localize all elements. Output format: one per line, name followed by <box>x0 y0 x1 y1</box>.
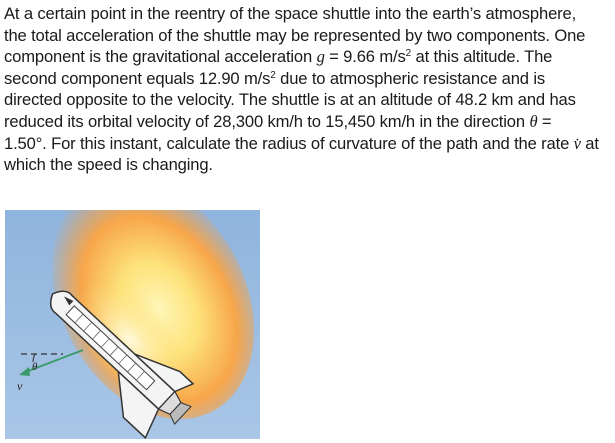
problem-line-1: At a certain point in the reentry of the space shuttle into the earth’s atmosphere, <box>4 4 577 23</box>
problem-line-5: directed opposite to the velocity. The shuttle is at an altitude of 48.2 km and has <box>4 90 576 110</box>
problem-line-2: the total acceleration of the shuttle may be represented by two components. One <box>4 25 586 45</box>
problem-line-8: which the speed is changing. <box>4 155 213 175</box>
theta-label: θ <box>32 361 38 373</box>
theta-symbol: θ <box>529 111 538 131</box>
problem-text <box>4 3 612 176</box>
v-label: v <box>17 379 23 393</box>
g-symbol: g <box>316 47 325 67</box>
superscript-2: 2 <box>405 48 412 60</box>
v-dot-symbol: v̇ <box>573 133 581 153</box>
shuttle-reentry-figure <box>5 210 260 439</box>
problem-line-3: component is the gravitational acceleration g = 9.66 $m/s^2$ at this altitude. The <box>4 47 553 67</box>
problem-line-6: reduced its orbital velocity of 28,300 km/h to 15,450 km/h in the direction θ = <box>4 111 552 131</box>
problem-line-7: 1.50°. For this instant, calculate the radius of curvature of the path and the rate v̇ at <box>4 133 599 153</box>
superscript-2: 2 <box>270 69 276 81</box>
problem-line-4: second component equals 12.90 $m/s^2$ due to atmospheric resistance and is <box>4 68 546 88</box>
shuttle-illustration <box>5 210 260 439</box>
